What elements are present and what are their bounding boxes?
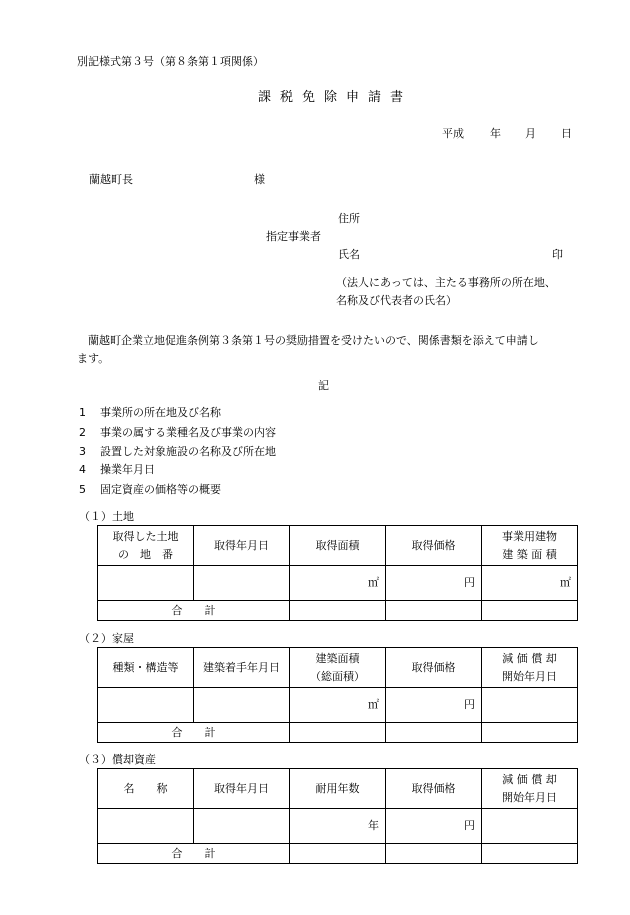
- header-cell: 取得価格: [386, 769, 482, 809]
- input-cell[interactable]: [98, 809, 194, 844]
- building-table: [97, 647, 578, 743]
- list-item: 事業所の所在地及び名称: [100, 406, 221, 419]
- input-cell[interactable]: ㎡: [290, 688, 386, 723]
- total-row: [98, 601, 578, 621]
- total-label: 合 計: [98, 723, 290, 743]
- section-label-depreciable: （３）償却資産: [79, 753, 156, 766]
- table-header-row: [98, 648, 578, 688]
- input-cell[interactable]: 円: [386, 566, 482, 601]
- list-item: 事業の属する業種名及び事業の内容: [100, 426, 276, 439]
- list-item-number: 3: [79, 445, 86, 458]
- body-text-line2: ます。: [77, 352, 110, 365]
- ki-heading: 記: [318, 379, 329, 392]
- table-header-row: [98, 769, 578, 809]
- input-cell[interactable]: [482, 723, 578, 743]
- date-era: 平成: [442, 127, 464, 140]
- table-row: [98, 809, 578, 844]
- applicant-note-line2: 名称及び代表者の氏名）: [336, 294, 457, 307]
- section-label-building: （２）家屋: [79, 632, 134, 645]
- list-item: 固定資産の価格等の概要: [100, 483, 221, 496]
- total-label: 合 計: [98, 601, 290, 621]
- table-row: [98, 566, 578, 601]
- input-cell[interactable]: [482, 688, 578, 723]
- address-label: 住所: [338, 212, 360, 225]
- header-cell: 取得価格: [386, 648, 482, 688]
- input-cell[interactable]: [482, 809, 578, 844]
- date-day-label: 日: [561, 127, 572, 140]
- input-cell[interactable]: [194, 809, 290, 844]
- input-cell[interactable]: [386, 844, 482, 864]
- list-item-number: 4: [79, 463, 86, 476]
- list-item: 操業年月日: [100, 463, 155, 476]
- list-item-number: 1: [79, 406, 86, 419]
- header-cell: 取得年月日: [194, 769, 290, 809]
- header-cell: 名 称: [98, 769, 194, 809]
- input-cell[interactable]: [386, 723, 482, 743]
- header-cell: 減 価 償 却 開始年月日: [482, 648, 578, 688]
- input-cell[interactable]: [482, 844, 578, 864]
- total-label: 合 計: [98, 844, 290, 864]
- seal-mark: 印: [552, 248, 563, 261]
- list-item-number: 2: [79, 426, 86, 439]
- addressee-name: 蘭越町長: [89, 173, 133, 186]
- table-row: [98, 688, 578, 723]
- name-label: 氏名: [338, 248, 360, 261]
- addressee-honorific: 様: [254, 173, 265, 186]
- input-cell[interactable]: [482, 601, 578, 621]
- body-text-line1: 蘭越町企業立地促進条例第３条第１号の奨励措置を受けたいので、関係書類を添えて申請し: [88, 334, 539, 347]
- input-cell[interactable]: 円: [386, 809, 482, 844]
- header-cell: 減 価 償 却 開始年月日: [482, 769, 578, 809]
- table-header-row: [98, 526, 578, 566]
- input-cell[interactable]: [290, 601, 386, 621]
- page-title: 課税免除申請書: [258, 90, 413, 105]
- header-cell: 事業用建物 建 築 面 積: [482, 526, 578, 566]
- input-cell[interactable]: [290, 723, 386, 743]
- input-cell[interactable]: ㎡: [482, 566, 578, 601]
- section-label-land: （１）土地: [79, 510, 134, 523]
- header-cell: 取得した土地 の 地 番: [98, 526, 194, 566]
- header-cell: 取得年月日: [194, 526, 290, 566]
- header-cell: 取得価格: [386, 526, 482, 566]
- total-row: [98, 723, 578, 743]
- input-cell[interactable]: [194, 688, 290, 723]
- header-cell: 取得面積: [290, 526, 386, 566]
- input-cell[interactable]: 円: [386, 688, 482, 723]
- header-cell: 建築着手年月日: [194, 648, 290, 688]
- input-cell[interactable]: [290, 844, 386, 864]
- form-reference: 別記様式第３号（第８条第１項関係）: [77, 55, 264, 68]
- depreciable-table: [97, 768, 578, 864]
- input-cell[interactable]: ㎡: [290, 566, 386, 601]
- header-cell: 建築面積 （総面積）: [290, 648, 386, 688]
- header-cell: 種類・構造等: [98, 648, 194, 688]
- header-cell: 耐用年数: [290, 769, 386, 809]
- date-year-label: 年: [490, 127, 501, 140]
- input-cell[interactable]: [386, 601, 482, 621]
- input-cell[interactable]: [194, 566, 290, 601]
- applicant-role-label: 指定事業者: [266, 230, 321, 243]
- total-row: [98, 844, 578, 864]
- applicant-note-line1: （法人にあっては、主たる事務所の所在地、: [336, 276, 556, 289]
- list-item-number: 5: [79, 483, 86, 496]
- input-cell[interactable]: 年: [290, 809, 386, 844]
- land-table: [97, 525, 578, 621]
- list-item: 設置した対象施設の名称及び所在地: [100, 445, 276, 458]
- input-cell[interactable]: [98, 566, 194, 601]
- date-month-label: 月: [525, 127, 536, 140]
- input-cell[interactable]: [98, 688, 194, 723]
